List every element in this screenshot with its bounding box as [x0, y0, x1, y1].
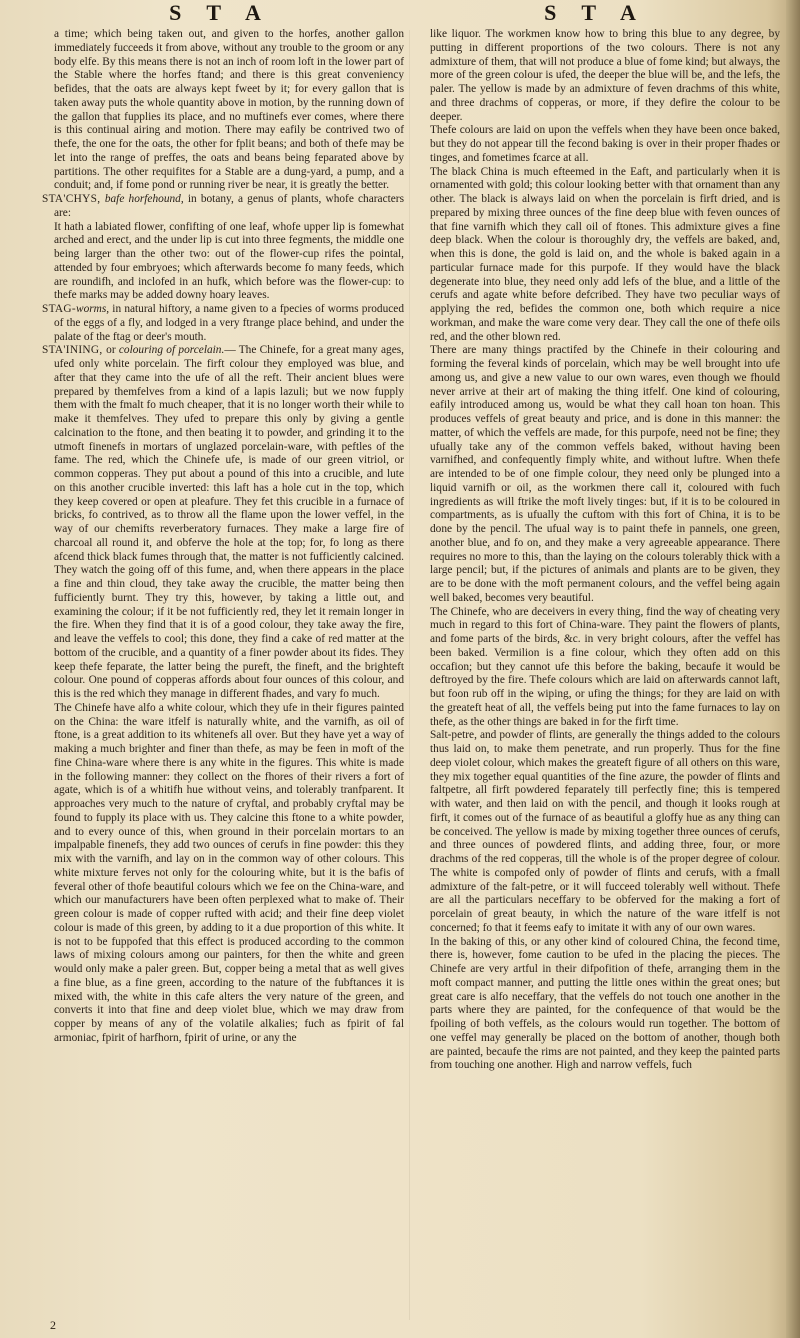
- text-column-left: [42, 28, 404, 1046]
- running-head-right: S T A: [544, 0, 646, 25]
- column-gutter: [409, 30, 410, 1320]
- paragraph: [42, 221, 404, 304]
- text-column-right: [418, 28, 780, 1073]
- paragraph: [418, 124, 780, 165]
- dictionary-entry: [42, 344, 404, 702]
- page-edge-shadow: [786, 0, 800, 1338]
- paragraph: [42, 28, 404, 193]
- dictionary-entry: [42, 303, 404, 344]
- text-run: like liquor. The workmen know how to bring this blue to any degree, by putting in different proportions of the two colours. There is not any admixture of them, that will not produce a blue of fome kind; but always, the more of the green colour is ufed, the deeper the blue will be, and the lefs, the paler. The yellow is made by an admixture of feven drachms of this white, and three drachms of copperas, or more, if they defire the colour to be deeper.: [430, 28, 780, 123]
- text-run: The Chinefe have alfo a white colour, which they ufe in their figures painted on the China: the ware itfelf is naturally white, and the varnifh, as oil of ftone, is a great addition to its whitenefs all over. But they have yet a way of making a much brighter and finer than thefe, as may be feen in moft of the fine China-ware where there is any white in the figures. This white is made in the following manner: they collect on the fhores of their rivers a fort of agate, which is of a whitifh hue without veins, and tolerably tranfparent. It approaches very much to the nature of cryftal, and probably cryftal may be found to fupply its place with us. They calcine this ftone to a white powder, and to every ounce of this, when ground in their porcelain mortars to an impalpable finenefs, they add two ounces of cerufs in fine powder: this they mix with the varnifh, and lay on in the common way of other colours. This white mixture ferves not only for the colouring white, but it is the bafis of feveral other of thofe beautiful colours which we fee on the China-ware, and which our manufacturers have been often perplexed what to make of. Their green colour is made of copper rufted with acid; and their fine deep violet colour is made of this green, by adding to it a due proportion of this white. It is not to be fuppofed that this effect is produced according to the common laws of mixing colours among our painters, for then the white and green would only make a paler green. But, copper being a metal that as well gives a fine blue, as a fine green, according to the nature of the fubftances it is mixed with, the white in this cafe alters the very nature of the green, and converts it into that fine and deep violet blue, which we may draw from copper by means of any of the volatile alkalies; fuch as fpirit of fal armoniac, fpirit of harfhorn, fpirit of urine, or any the: [54, 701, 404, 1044]
- paragraph: [418, 166, 780, 345]
- text-run: in botany, a genus of plants, whofe characters are:: [54, 193, 404, 219]
- paragraph: [418, 28, 780, 124]
- paragraph: [418, 729, 780, 935]
- signature-mark: 2: [50, 1318, 56, 1332]
- paragraph: [418, 606, 780, 730]
- headword: STA'INING,: [42, 344, 107, 357]
- paragraph: [418, 344, 780, 605]
- headword: STAG-: [42, 303, 76, 315]
- text-run: Thefe colours are laid on upon the veffels when they have been once baked, but they do not appear till the fecond baking is over in their proper fhades or tinges, and fometimes fcarce at all.: [430, 124, 780, 164]
- italic-text: worms,: [76, 303, 110, 315]
- italic-text: bafe horfehound,: [104, 193, 184, 205]
- text-run: — The Chinefe, for a great many ages, ufed only white porcelain. The firft colour they employed was blue, and after that they came into the ufe of all the reft. Their ancient blues were prepared by themfelves from a kind of a lapis lazuli; but we now fupply them with the fmalt fo much cheaper, that it is no longer worth their while to make it themfelves. They ufed to prepare this only by giving a gentle calcination to the ftone, and then beating it to powder, and grinding it to the utmoft finenefs in mortars of unglazed porcelain-ware, with peftles of the fame. The red, which the Chinefe ufe, is made of our green vitriol, or common copperas. They put about a pound of this into a crucible, and lute on this another crucible inverted: this laft has a hole cut in the top, which they keep covered or open at pleafure. They fet this crucible in a furnace of bricks, fo contrived, as to throw all the flame upon the lower veffel, in the way of our chemifts reverberatory furnaces. They make a large fire of charcoal all round it, and obferve the hole at the top; for, fo long as there afcend thick black fumes through that, the matter is not fufficiently calcined. They watch the going off of this fume, and, when there appears in the place a fine and thin cloud, they take away the crucible, the matter being then fufficiently burnt. They try this, however, by taking a little out, and examining the colour; if it be not fufficiently red, they let it remain longer in the fire. When they find that it is of a good colour, they take away the fire, and leave the veffels to cool; this done, they find a cake of red matter at the bottom of the crucible, and a quantity of a finer powder about its fides. They keep thefe feparate, the latter being the pureft, the fineft, and the brighteft colour. One pound of copperas affords about four ounces of this colour, and this is the red which they manage in different fhades, and vary fo much.: [54, 344, 405, 700]
- text-run: a time; which being taken out, and given to the horfes, another gallon immediately fucceeds it from above, without any trouble to the groom or any body elfe. By this means there is not an inch of room loft in the lower part of the Stable where the horfes ftand; and there is this great conveniency befides, that the oats are always kept fweet by it; for every gallon that is taken away puts the whole quantity above in motion, by the running down of the gallon that fupplies its place, and no muftinefs ever comes, where there is this continual airing and motion. There may eafily be contrived two of thefe, the one for the oats, the other for fplit beans; and both of thefe may be let into the range of preffes, the oats and beans being feparated above by partitions. The other requifites for a Stable are a dung-yard, a pump, and a conduit; and, if fome pond or running river be near, it is greatly the better.: [54, 28, 404, 192]
- italic-text: colouring of porcelain.: [118, 344, 225, 357]
- text-run: It hath a labiated flower, confifting of one leaf, whofe upper lip is fomewhat arched and erect, and the under lip is cut into three fegments, the middle one being larger than the other two: out of the flower-cup rifes the pointal, attended by four embryoes; which afterwards become fo many feeds, which are roundifh, and inclofed in an hufk, which before was the flower-cup: to thefe marks may be added downy hoary leaves.: [54, 220, 404, 302]
- paragraph: [418, 936, 780, 1074]
- dictionary-entry: [42, 193, 404, 221]
- text-run: The black China is much efteemed in the Eaft, and particularly when it is ornamented with gold; this colour looking better with that ornament than any other. The black is always laid on when the porcelain is firft dried, and is prepared by mixing three ounces of the fine deep blue with feven ounces of that fine varnifh which they call oil of ftones. This admixture gives a fine deep black. When the colour is thoroughly dry, the veffels are baked, and, when this is done, the gold is laid on, and the whole is baked again in a particular furnace made for this purpofe. If they would have the black degenerate into blue, they need only add lefs of the blue, and a little of the cerufs and agate white before defcribed. They have two peculiar ways of applying the red, befides the common one, both which require a nice workman, and make the ware come very dear. They call the one of thefe oils red, and the other blown red.: [430, 165, 781, 343]
- text-run: There are many things practifed by the Chinefe in their colouring and forming the feveral kinds of porcelain, which may be well brought into ufe among us, and give a new value to our own wares, even though we fhould never arrive at their art of making the thing itfelf. One kind of colouring, eafily introduced among us, would be what they call hoan ton hoan. This produces veffels of great beauty and price, and is done in this manner: the matter, of which the veffels are made, for this purpofe, need not be fine; they ufually take any of the common veffels baked, without having been varnifhed, and confequently fimply white, and without luftre. When thefe are intended to be of one fimple colour, they need only be plunged into a liquid varnifh or oil, as the workmen there call it, coloured with fuch ingredients as will ftrike the moft lively tinges: but, if it is to be coloured in compartments, as is ufually the cuftom with this fort of China, it is to be done by the pencil. The ufual way is to paint thefe in pannels, one green, another blue, and fo on, and they make a very agreeable appearance. There requires no more to this, than the laying on the colours tolerably thick with a large pencil; but, if the pictures of animals and plants are to be given, they are to be done with the moft permanent colours, and the veffel being again well baked, becomes very beautiful.: [430, 344, 780, 604]
- text-run: In the baking of this, or any other kind of coloured China, the fecond time, there is, however, fome caution to be ufed in the placing the pieces. The Chinefe are very artful in their difpofition of thefe, arranging them in the moft compact manner, and putting the little ones within the great ones; but great care is alfo neceffary, that the veffels do not touch one another in the parts where they are painted, for the confequence of that would be the fpoiling of both veffels, as the colours would run together. The bottom of one veffel may generally be placed on the bottom of another, though both are painted, becaufe the rims are not painted, and they keep the painted parts from touching one another. High and narrow veffels, fuch: [430, 935, 780, 1072]
- text-run: in natural hiftory, a name given to a fpecies of worms produced of the eggs of a fly, and lodged in a very ftrange place behind, and under the palate of the ftag or deer's mouth.: [54, 303, 404, 343]
- text-run: The Chinefe, who are deceivers in every thing, find the way of cheating very much in regard to this fort of China-ware. They paint the flowers of plants, and fome parts of the birds, &c. in very bright colours, after the veffel has been baked. Vermilion is a fine colour, which they often add on this occafion; but they cannot ufe this before the baking, becaufe it would be deftroyed by the fire. Thefe colours which are laid on afterwards cannot laft, but foon rub off in the wiping, or ufing the things; for they are laid on with the greateft heat of all, the veffels being put into the fame furnaces to lay on thefe, as the other things are baked in for the firft time.: [430, 605, 780, 728]
- text-run: or: [106, 344, 119, 357]
- paragraph: [42, 702, 404, 1046]
- headword: STA'CHYS,: [42, 193, 105, 205]
- text-run: Salt-petre, and powder of flints, are generally the things added to the colours thus laid on, to make them penetrate, and run properly. Thus for the fine deep violet colour, which makes the greateft figure of all others on this ware, they mix together equal quantities of the fine azure, the powder of flints and faltpetre, all firft powdered feparately till perfectly fine; this is tempered with water, and then laid on with the pencil, and though it looks rough at firft, it comes out of the furnace of as beautiful a gloffy hue as any thing can be conceived. The yellow is made by mixing together three ounces of cerufs, and three ounces of powdered flints, and adding three, four, or more drachms of the red copperas, till the whole is of the proper degree of colour. The white is compofed only of powder of flints and cerufs, with a fmall admixture of the falt-petre, or it will fucceed tolerably well without. Thefe are all the particulars neceffary to be obferved for the making a fort of porcelain of great beauty, in which the nature of the ware itfelf is not concerned; fo that it feems eafy to imitate it with any of our own wares.: [430, 729, 780, 934]
- running-head-left: S T A: [169, 0, 271, 25]
